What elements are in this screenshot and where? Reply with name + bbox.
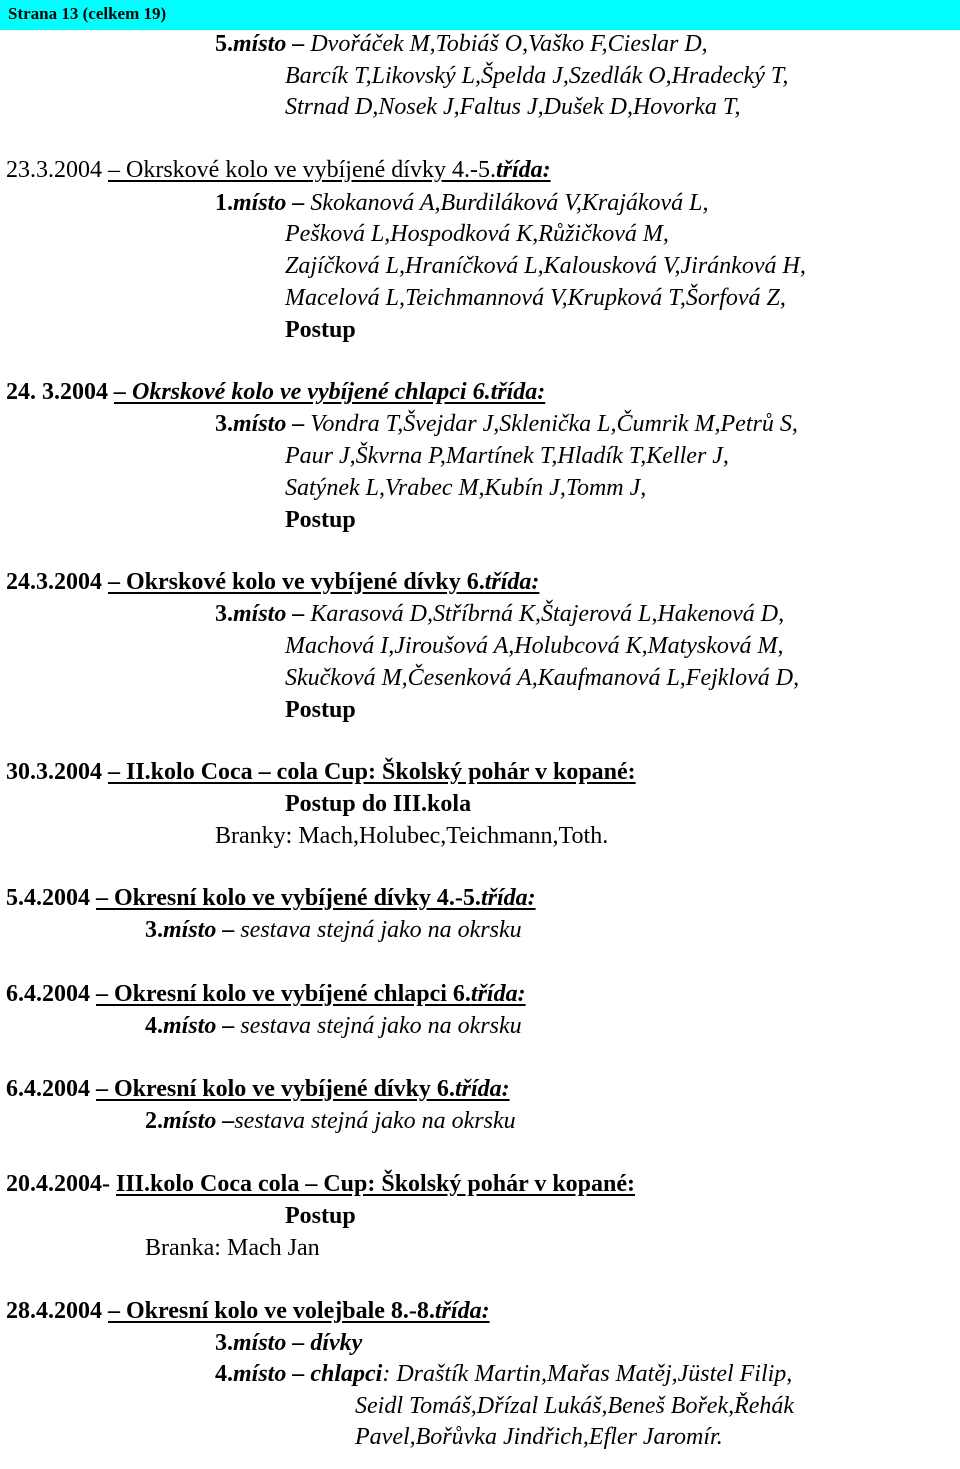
document-line <box>6 567 539 597</box>
document-line <box>285 1201 356 1231</box>
text-run: Zajíčková L,Hraníčková L,Kalousková V,Jiránková H, <box>285 253 806 279</box>
text-run: místo – <box>233 601 311 627</box>
document-line <box>6 1296 490 1326</box>
text-run: místo – <box>163 1013 241 1039</box>
text-run: Macelová L,Teichmannová V,Krupková T,Šorfová Z, <box>285 285 786 311</box>
text-run: třída: <box>484 569 540 595</box>
text-run: – Okrskové kolo ve vybíjené dívky 4.-5. <box>108 157 496 183</box>
text-run: Postup do III.kola <box>285 791 472 817</box>
text-run: III.kolo Coca cola – Cup: Školský pohár v kopané: <box>116 1171 636 1197</box>
text-run: Postup <box>285 1203 356 1229</box>
text-run: 1. <box>215 190 233 216</box>
page-number: Strana 13 (celkem 19) <box>8 4 167 23</box>
text-run: místo – chlapci <box>233 1361 383 1387</box>
document-line <box>6 757 636 787</box>
document-line <box>285 663 799 693</box>
text-run: 4. <box>215 1361 233 1387</box>
text-run: 3. <box>215 411 233 437</box>
document-line <box>285 473 646 503</box>
text-run: Satýnek L,Vrabec M,Kubín J,Tomm J, <box>285 475 647 501</box>
text-run: místo – <box>163 1108 235 1134</box>
text-run: 3. <box>215 1330 233 1356</box>
text-run: 5.4.2004 <box>6 885 96 911</box>
document-line <box>145 915 522 945</box>
text-run: Skokanová A,Burdiláková V,Krajáková L, <box>310 190 709 216</box>
text-run: Karasová D,Stříbrná K,Štajerová L,Hakenová D, <box>310 601 785 627</box>
text-run: 3. <box>145 917 163 943</box>
document-line <box>215 1328 362 1358</box>
document-line <box>145 1106 516 1136</box>
text-run: Postup <box>285 697 356 723</box>
document-line <box>6 883 536 913</box>
document-line <box>6 979 526 1009</box>
page-header-bar <box>0 0 960 30</box>
text-run: místo – <box>233 31 311 57</box>
document-line <box>6 1074 510 1104</box>
text-run: – Okrskové kolo ve vybíjené chlapci 6.třída: <box>114 379 546 405</box>
document-line <box>6 155 551 185</box>
text-run: místo – <box>163 917 241 943</box>
text-run: sestava stejná jako na okrsku <box>240 917 522 943</box>
text-run: 24.3.2004 <box>6 569 108 595</box>
text-run: Seidl Tomáš,Dřízal Lukáš,Beneš Bořek,Řehák <box>355 1393 795 1419</box>
document-line <box>285 315 356 345</box>
text-run: 6.4.2004 <box>6 1076 96 1102</box>
text-run: místo – dívky <box>233 1330 363 1356</box>
text-run: místo – <box>233 411 311 437</box>
text-run: Pešková L,Hospodková K,Růžičková M, <box>285 221 669 247</box>
text-run: třída: <box>434 1298 490 1324</box>
document-line <box>285 219 669 249</box>
text-run: 23.3.2004 <box>6 157 108 183</box>
document-line <box>215 1359 792 1389</box>
text-run: sestava stejná jako na okrsku <box>240 1013 522 1039</box>
document-line <box>215 29 708 59</box>
text-run: 2. <box>145 1108 163 1134</box>
text-run: – II.kolo Coca – cola Cup: Školský pohár v kopané: <box>108 759 636 785</box>
text-run: 3. <box>215 601 233 627</box>
text-run: Vondra T,Švejdar J,Sklenička L,Čumrik M,Petrů S, <box>310 411 798 437</box>
text-run: 20.4.2004- <box>6 1171 116 1197</box>
text-run: – Okresní kolo ve volejbale 8.-8. <box>108 1298 435 1324</box>
document-line <box>355 1422 723 1452</box>
document-line <box>215 821 608 851</box>
text-run: Postup <box>285 507 356 533</box>
document-line <box>215 409 798 439</box>
text-run: – Okresní kolo ve vybíjené dívky 6. <box>96 1076 455 1102</box>
document-line <box>145 1011 522 1041</box>
text-run: Branka: Mach Jan <box>145 1235 320 1261</box>
document-line <box>285 631 784 661</box>
text-run: 4. <box>145 1013 163 1039</box>
text-run: místo – <box>233 190 311 216</box>
text-run: : Draštík Martin,Mařas Matěj,Jüstel Filip, <box>382 1361 793 1387</box>
document-line <box>215 599 784 629</box>
document-line <box>285 441 729 471</box>
document-line <box>285 505 356 535</box>
text-run: třída: <box>454 1076 510 1102</box>
document-line <box>285 92 740 122</box>
text-run: Dvořáček M,Tobiáš O,Vaško F,Cieslar D, <box>310 31 708 57</box>
document-line <box>285 61 788 91</box>
text-run: Pavel,Bořůvka Jindřich,Efler Jaromír. <box>355 1424 723 1450</box>
text-run: 28.4.2004 <box>6 1298 108 1324</box>
text-run: 30.3.2004 <box>6 759 108 785</box>
text-run: – Okrskové kolo ve vybíjené dívky 6. <box>108 569 485 595</box>
document-line <box>6 1169 635 1199</box>
text-run: 6.4.2004 <box>6 981 96 1007</box>
document-line <box>285 283 786 313</box>
text-run: Paur J,Škvrna P,Martínek T,Hladík T,Keller J, <box>285 443 729 469</box>
document-line <box>6 377 545 407</box>
document-line <box>145 1233 320 1263</box>
document-line <box>285 251 806 281</box>
document-line <box>355 1391 794 1421</box>
text-run: sestava stejná jako na okrsku <box>234 1108 516 1134</box>
document-line <box>285 695 356 725</box>
text-run: Barcík T,Likovský L,Špelda J,Szedlák O,Hradecký T, <box>285 63 789 89</box>
text-run: – Okresní kolo ve vybíjené dívky 4.-5. <box>96 885 481 911</box>
text-run: třída: <box>480 885 536 911</box>
text-run: Skučková M,Česenková A,Kaufmanová L,Fejklová D, <box>285 665 800 691</box>
text-run: 24. 3.2004 <box>6 379 114 405</box>
document-line <box>215 188 709 218</box>
text-run: Postup <box>285 317 356 343</box>
text-run: třída: <box>495 157 551 183</box>
text-run: Strnad D,Nosek J,Faltus J,Dušek D,Hovorka T, <box>285 94 741 120</box>
text-run: – Okresní kolo ve vybíjené chlapci 6. <box>96 981 471 1007</box>
text-run: Branky: Mach,Holubec,Teichmann,Toth. <box>215 823 609 849</box>
text-run: 5. <box>215 31 233 57</box>
text-run: Machová I,Jiroušová A,Holubcová K,Matysková M, <box>285 633 784 659</box>
document-line <box>285 789 471 819</box>
text-run: třída: <box>470 981 526 1007</box>
